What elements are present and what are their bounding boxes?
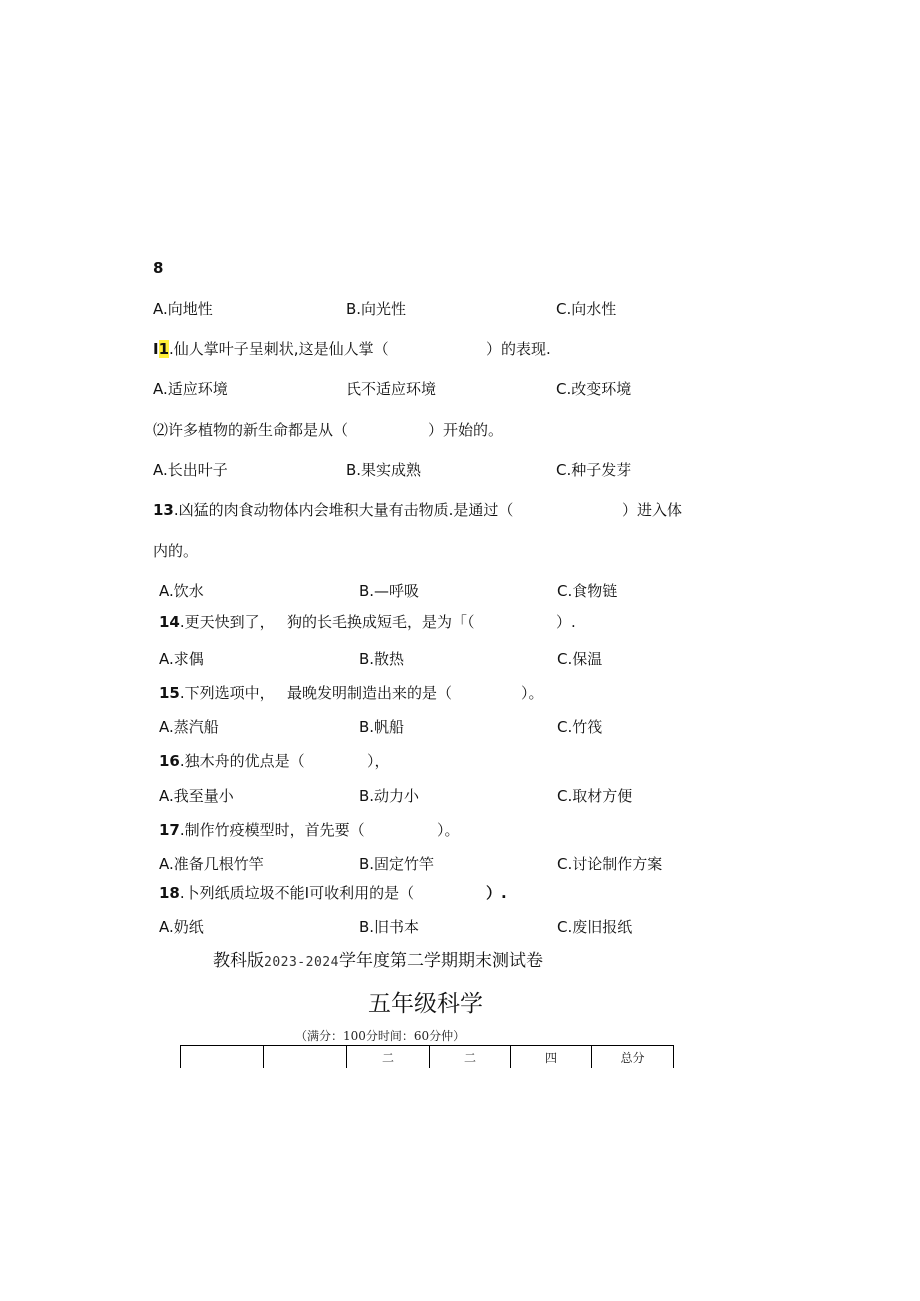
q11-option-c: C.改变环境 [556, 380, 632, 398]
q16-option-c: C.取材方便 [557, 787, 633, 805]
score-cell [181, 1046, 264, 1069]
question-14-stem-mid: 狗的长毛换成短毛，是为「（ [287, 613, 475, 631]
q15-option-a: A.蒸汽船 [159, 718, 219, 736]
q8-option-c: C.向水性 [556, 300, 617, 318]
question-15-stem-mid: 最晚发明制造出来的是（ [287, 684, 453, 702]
q13-option-c: C.食物链 [557, 582, 618, 600]
q15-option-c: C.竹筏 [557, 718, 603, 736]
question-18-stem-end: ）. [486, 884, 507, 902]
q15-option-b: B.帆船 [359, 718, 405, 736]
score-table [180, 1045, 674, 1068]
q17-option-b: B.固定竹竿 [359, 855, 435, 873]
question-16-stem: 16.独木舟的优点是（ [159, 752, 305, 770]
highlighted-number: 1 [158, 340, 170, 358]
question-13-stem-cont: 内的。 [153, 542, 199, 560]
question-12-stem: ⑵许多植物的新生命都是从（ [153, 421, 349, 439]
q18-option-b: B.旧书本 [359, 918, 420, 936]
q14-option-b: B.散热 [359, 650, 405, 668]
q17-option-c: C.讨论制作方案 [557, 855, 663, 873]
q12-option-b: B.果实成熟 [346, 461, 422, 479]
q17-option-a: A.准备几根竹竿 [159, 855, 264, 873]
question-15-stem: 15.下列选项中， [159, 684, 275, 702]
q12-option-a: A.长出叶子 [153, 461, 228, 479]
question-11-stem: I1.仙人掌叶子呈刺状,这是仙人掌（ [153, 340, 389, 358]
question-14-stem: 14.更天快到了， [159, 613, 275, 631]
question-17-stem-end: ）。 [437, 821, 460, 839]
exam-meta: （满分：100分时间：60分仲） [295, 1029, 466, 1043]
score-cell: 二 [430, 1046, 511, 1069]
score-cell: 四 [511, 1046, 592, 1069]
q18-option-a: A.奶纸 [159, 918, 204, 936]
q13-option-a: A.饮水 [159, 582, 204, 600]
question-11-stem-end: ）的表现. [486, 340, 551, 358]
score-cell [264, 1046, 347, 1069]
question-15-stem-end: ）。 [521, 684, 544, 702]
score-cell: 二 [347, 1046, 430, 1069]
q8-option-a: A.向地性 [153, 300, 213, 318]
q18-option-c: C.废旧报纸 [557, 918, 633, 936]
question-8-number: 8 [153, 259, 164, 277]
q8-option-b: B.向光性 [346, 300, 407, 318]
question-13-stem-end: ）进入体 [622, 501, 683, 519]
q14-option-a: A.求偶 [159, 650, 204, 668]
question-14-stem-end: ）. [556, 613, 576, 631]
question-18-stem: 18.卜列纸质垃圾不能I可收利用的是（ [159, 884, 415, 902]
q16-option-a: A.我至量小 [159, 787, 234, 805]
score-table-header-row [181, 1046, 674, 1069]
question-17-stem: 17.制作竹疫模型时，首先要（ [159, 821, 365, 839]
score-cell-total: 总分 [592, 1046, 674, 1069]
question-16-stem-end: ）， [367, 752, 390, 770]
question-12-stem-end: ）开始的。 [428, 421, 504, 439]
q14-option-c: C.保温 [557, 650, 603, 668]
q11-option-b: 氏不适应环境 [346, 380, 437, 398]
exam-title: 教科版2023-2024学年度第二学期期末测试卷 [213, 951, 543, 971]
question-13-stem: 13.凶猛的肉食动物体内会堆积大量有击物质.是通过（ [153, 501, 514, 519]
q13-option-b: B.—呼吸 [359, 582, 420, 600]
exam-subtitle: 五年级科学 [368, 991, 483, 1017]
q16-option-b: B.动力小 [359, 787, 420, 805]
q11-option-a: A.适应环境 [153, 380, 228, 398]
q12-option-c: C.种子发芽 [556, 461, 632, 479]
